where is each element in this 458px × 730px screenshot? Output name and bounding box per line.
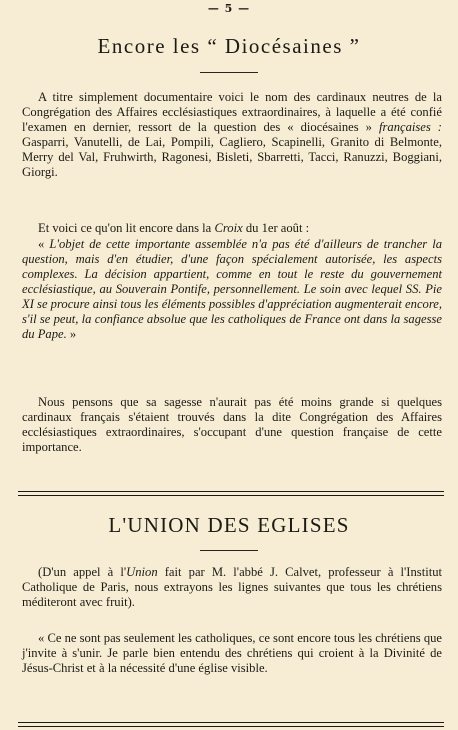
text-run: » [66, 327, 77, 341]
text-run: « [38, 237, 50, 251]
section-title-union: L'UNION DES EGLISES [108, 513, 350, 537]
paragraph [22, 90, 442, 180]
text-run: fait par M. l'abbé J. Calvet, professeur à l'Institut Catholique de Paris, nous extrayons les lignes suivantes que tous les chrétiens méditeront avec fruit). [22, 565, 442, 609]
text-run: A titre simplement documentaire voici le nom des cardinaux neutres de la Congrégation des Affaires ecclésiastiques extraordinaires, à laquelle a été confié l'examen en dernier, ressort de la question des « diocésaines » [22, 90, 442, 134]
italic-run: françaises : [379, 120, 442, 134]
text-run: du 1er août : [242, 221, 310, 235]
italic-run: L'objet de cette importante assemblée n'a pas été d'ailleurs de trancher la question, mais d'en étudier, d'une façon spécialement autorisée, les aspects complexes. La décision appartient, comme en tout le reste du gouvernement ecclésiastique, au Souverain Pontife, personnellement. Le soin avec lequel SS. Pie XI se procure ainsi tous les éléments possibles d'appréciation augmenterait encore, s'il se peut, la confiance absolue que les catholiques de France ont dans la sagesse du Pape. [22, 237, 442, 341]
italic-run: Croix [214, 221, 243, 235]
text-run: Nous pensons que sa sagesse n'aurait pas été moins grande si quelques cardinaux français s'étaient trouvés dans la dite Congrégation des Affaires ecclésiastiques extraordinaires, s'occupant d'une question française de cette importance. [22, 395, 442, 454]
italic-run: Union [126, 565, 158, 579]
section-divider [18, 491, 444, 496]
paragraph [22, 221, 442, 236]
section-title-dioc: Encore les “ Diocésaines ” [97, 34, 361, 58]
text-run: (D'un appel à l' [38, 565, 127, 579]
paragraph [22, 395, 442, 455]
paragraph [22, 237, 442, 342]
text-run: « Ce ne sont pas seulement les catholiques, ce sont encore tous les chrétiens que j'invite à s'unir. Je parle bien entendu des chrétiens qui croient à la Divinité de Jésus-Christ et à la nécessité d'une église visible. [22, 631, 442, 675]
paragraph [22, 565, 442, 610]
page-number: — 5 — [207, 2, 251, 15]
title-underline [200, 72, 258, 73]
title-underline [200, 550, 258, 551]
paragraph [22, 631, 442, 676]
text-run: Et voici ce qu'on lit encore dans la [38, 221, 215, 235]
text-run: Gasparri, Vanutelli, de Lai, Pompili, Cagliero, Scapinelli, Granito di Belmonte, Merry del Val, Fruhwirth, Ragonesi, Bisleti, Sbarretti, Tacci, Ranuzzi, Boggiani, Giorgi. [22, 135, 442, 179]
page-bottom-rule [18, 722, 444, 727]
